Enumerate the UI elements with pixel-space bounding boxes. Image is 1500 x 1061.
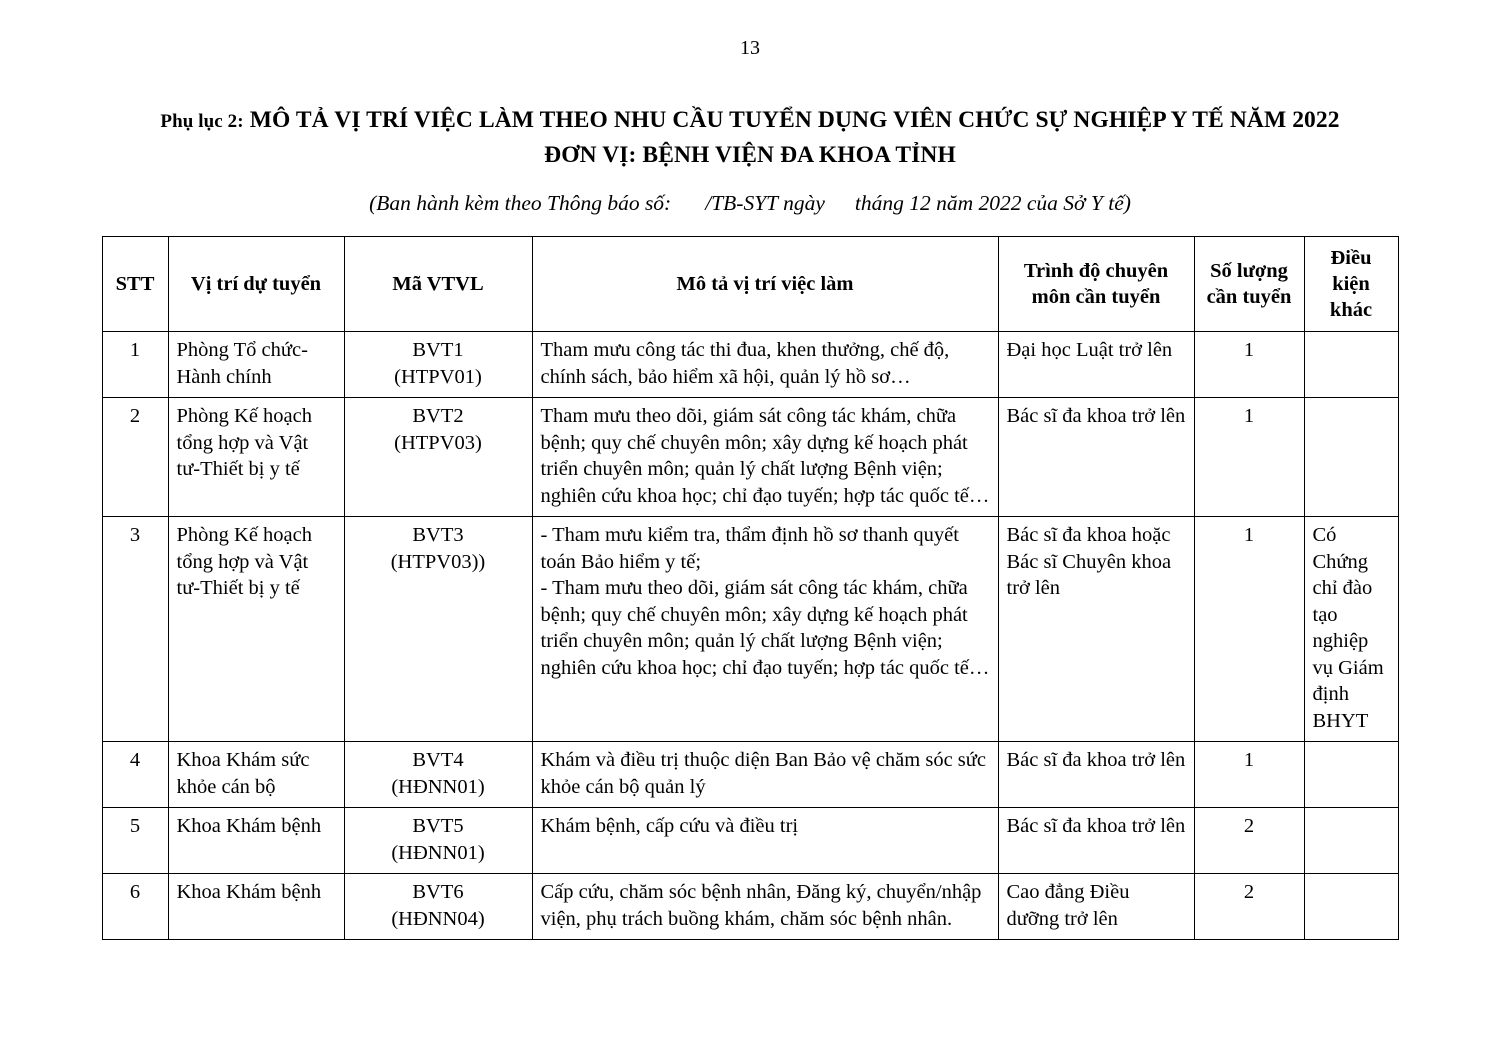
- cell-position: Khoa Khám sức khỏe cán bộ: [168, 742, 344, 808]
- document-subtitle: [100, 188, 1400, 218]
- cell-level: Đại học Luật trở lên: [998, 332, 1194, 398]
- cell-description: Khám bệnh, cấp cứu và điều trị: [532, 808, 998, 874]
- table-header-row: [102, 237, 1398, 332]
- table-row: [102, 398, 1398, 517]
- cell-position: Khoa Khám bệnh: [168, 808, 344, 874]
- cell-position: Phòng Tổ chức-Hành chính: [168, 332, 344, 398]
- cell-level: Bác sĩ đa khoa trở lên: [998, 398, 1194, 517]
- cell-code-line-2: (HTPV03)): [390, 550, 486, 573]
- document-title-main: MÔ TẢ VỊ TRÍ VIỆC LÀM THEO NHU CẦU TUYỂN DỤNG VIÊN CHỨC SỰ NGHIỆP Y TẾ NĂM 2022: [249, 107, 1340, 133]
- cell-code-line-1: BVT6: [412, 881, 464, 903]
- cell-level: Bác sĩ đa khoa trở lên: [998, 808, 1194, 874]
- cell-code: [344, 808, 532, 874]
- cell-quantity: 1: [1194, 517, 1304, 742]
- cell-quantity: 2: [1194, 874, 1304, 940]
- cell-code-line-1: BVT2: [412, 405, 464, 427]
- cell-code-line-1: BVT1: [412, 339, 464, 361]
- page-number: 13: [740, 37, 760, 59]
- cell-other: [1304, 742, 1398, 808]
- table-row: [102, 742, 1398, 808]
- cell-code-line-1: BVT3: [412, 524, 464, 546]
- cell-description-line-1: - Tham mưu kiểm tra, thẩm định hồ sơ thanh quyết toán Bảo hiểm y tế;: [540, 524, 959, 573]
- table-row: [102, 874, 1398, 940]
- cell-stt: 1: [102, 332, 168, 398]
- table-header-description: Mô tả vị trí việc làm: [532, 237, 998, 332]
- cell-position: Phòng Kế hoạch tổng hợp và Vật tư-Thiết bị y tế: [168, 517, 344, 742]
- cell-description: Tham mưu theo dõi, giám sát công tác khám, chữa bệnh; quy chế chuyên môn; xây dựng kế hoạch phát triển chuyên môn; quản lý chất lượng Bệnh viện; nghiên cứu khoa học; chỉ đạo tuyến; hợp tác quốc tế…: [532, 398, 998, 517]
- table-row: [102, 332, 1398, 398]
- table-header-quantity: Số lượng cần tuyển: [1194, 237, 1304, 332]
- cell-position: Khoa Khám bệnh: [168, 874, 344, 940]
- cell-stt: 3: [102, 517, 168, 742]
- cell-code: [344, 332, 532, 398]
- cell-level: Bác sĩ đa khoa trở lên: [998, 742, 1194, 808]
- table-header-code: Mã VTVL: [344, 237, 532, 332]
- cell-code: [344, 517, 532, 742]
- table-header-other: Điều kiện khác: [1304, 237, 1398, 332]
- cell-other: [1304, 808, 1398, 874]
- table-row: [102, 517, 1398, 742]
- cell-quantity: 2: [1194, 808, 1304, 874]
- job-description-table: [102, 236, 1399, 940]
- cell-other: Có Chứng chỉ đào tạo nghiệp vụ Giám định BHYT: [1304, 517, 1398, 742]
- cell-description-line-2: - Tham mưu theo dõi, giám sát công tác khám, chữa bệnh; quy chế chuyên môn; xây dựng kế hoạch phát triển chuyên môn; quản lý chất lượng Bệnh viện; nghiên cứu khoa học; chỉ đạo tuyến; hợp tác quốc tế…: [540, 577, 990, 679]
- table-row: [102, 808, 1398, 874]
- table-header-position: Vị trí dự tuyển: [168, 237, 344, 332]
- cell-quantity: 1: [1194, 398, 1304, 517]
- cell-code: [344, 874, 532, 940]
- document-title-block: [100, 104, 1400, 172]
- cell-code: [344, 742, 532, 808]
- cell-quantity: 1: [1194, 332, 1304, 398]
- cell-code-line-2: (HĐNN01): [391, 775, 485, 798]
- cell-code-line-1: BVT4: [412, 749, 464, 771]
- cell-description: [532, 517, 998, 742]
- cell-code-line-2: (HTPV03): [394, 431, 482, 454]
- subtitle-part-3: tháng 12 năm 2022 của Sở Y tế): [854, 191, 1131, 215]
- cell-other: [1304, 874, 1398, 940]
- cell-description: Tham mưu công tác thi đua, khen thưởng, chế độ, chính sách, bảo hiểm xã hội, quản lý hồ sơ…: [532, 332, 998, 398]
- cell-stt: 4: [102, 742, 168, 808]
- table-header-stt: STT: [102, 237, 168, 332]
- subtitle-part-1: (Ban hành kèm theo Thông báo số:: [369, 191, 672, 215]
- cell-description: Khám và điều trị thuộc diện Ban Bảo vệ chăm sóc sức khỏe cán bộ quản lý: [532, 742, 998, 808]
- document-title-line-1: [100, 104, 1400, 138]
- cell-level: Bác sĩ đa khoa hoặc Bác sĩ Chuyên khoa trở lên: [998, 517, 1194, 742]
- subtitle-part-2: /TB-SYT ngày: [705, 191, 825, 215]
- table-header-level: Trình độ chuyên môn cần tuyển: [998, 237, 1194, 332]
- cell-description: Cấp cứu, chăm sóc bệnh nhân, Đăng ký, chuyển/nhập viện, phụ trách buồng khám, chăm sóc bệnh nhân.: [532, 874, 998, 940]
- cell-quantity: 1: [1194, 742, 1304, 808]
- cell-code-line-2: (HĐNN01): [391, 841, 485, 864]
- cell-code: [344, 398, 532, 517]
- cell-stt: 2: [102, 398, 168, 517]
- cell-other: [1304, 332, 1398, 398]
- cell-code-line-2: (HĐNN04): [391, 907, 485, 930]
- cell-level: Cao đẳng Điều dưỡng trở lên: [998, 874, 1194, 940]
- cell-stt: 6: [102, 874, 168, 940]
- appendix-label: Phụ lục 2:: [160, 111, 244, 132]
- cell-other: [1304, 398, 1398, 517]
- document-title-line-2: ĐƠN VỊ: BỆNH VIỆN ĐA KHOA TỈNH: [544, 142, 956, 168]
- cell-code-line-2: (HTPV01): [394, 365, 482, 388]
- cell-code-line-1: BVT5: [412, 815, 464, 837]
- cell-stt: 5: [102, 808, 168, 874]
- cell-position: Phòng Kế hoạch tổng hợp và Vật tư-Thiết bị y tế: [168, 398, 344, 517]
